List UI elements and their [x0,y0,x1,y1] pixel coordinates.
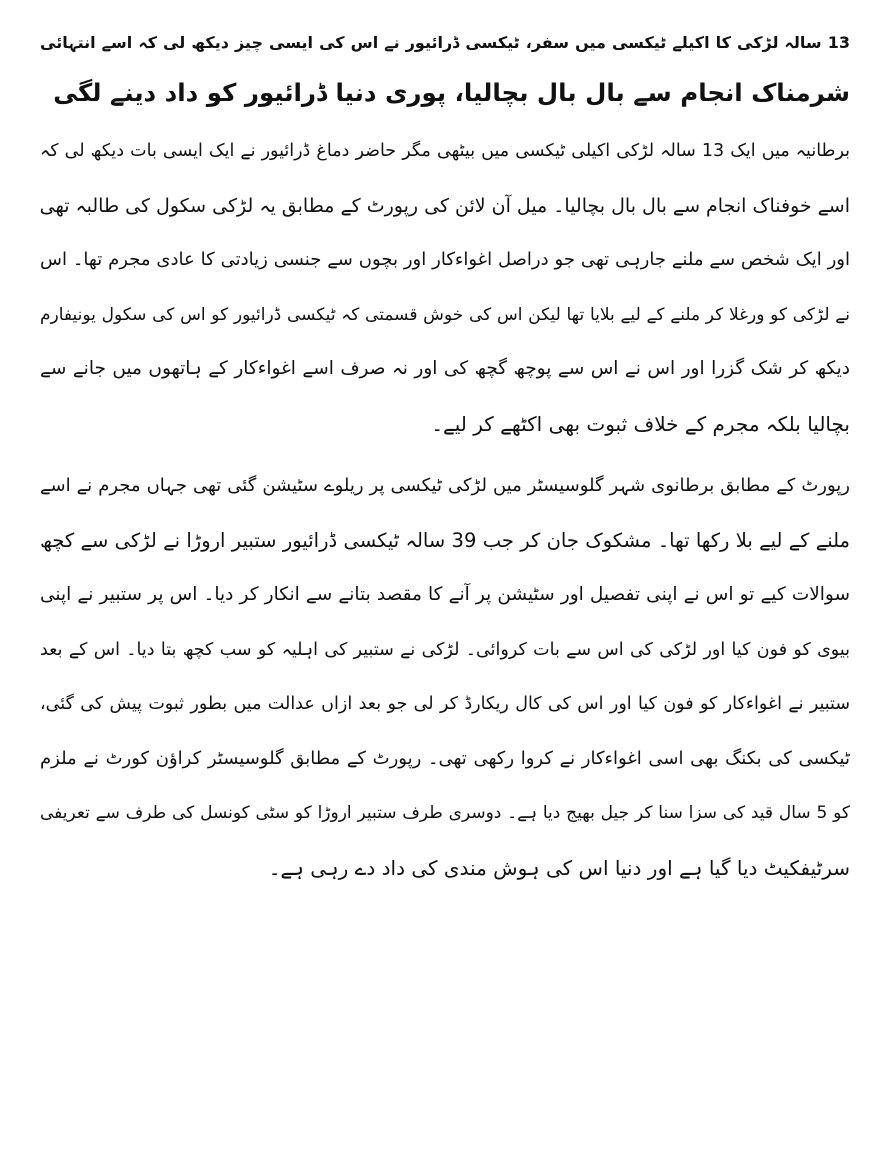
paragraph-line: ٹیکسی کی بکنگ بھی اسی اغواءکار نے کروا رکھی تھی۔ رپورٹ کے مطابق گلوسیسٹر کراﺅن کورٹ نے ملزم [40,747,850,769]
paragraph-line: رپورٹ کے مطابق برطانوی شہر گلوسیسٹر میں لڑکی ٹیکسی پر ریلوے سٹیشن گئی تھی جہاں مجرم نے اسے [40,475,850,496]
paragraph-line: ملنے کے لیے بلا رکھا تھا۔ مشکوک جان کر جب 39 سالہ ٹیکسی ڈرائیور ستبیر اروڑا نے لڑکی سے کچھ [40,528,850,552]
paragraph-line: بچالیا بلکہ مجرم کے خلاف ثبوت بھی اکٹھے کر لیے۔ [431,411,850,436]
paragraph-line: برطانیہ میں ایک 13 سالہ لڑکی اکیلی ٹیکسی میں بیٹھی مگر حاضر دماغ ڈرائیور نے ایک ایسی بات دیکھ لی کہ [40,141,850,161]
paragraph-line: نے لڑکی کو ورغلا کر ملنے کے لیے بلایا تھا لیکن اس کی خوش قسمتی کہ ٹیکسی ڈرائیور کو اس کی سکول یونیفارم [40,304,850,325]
paragraph-line: کو 5 سال قید کی سزا سنا کر جیل بھیج دیا ہے۔ دوسری طرف ستبیر اروڑا کو سٹی کونسل کی طرف سے تعریفی [40,803,850,823]
article-paragraph-2 [40,459,850,895]
article-headline [40,18,850,118]
paragraph-line: ستبیر نے اغواءکار کو فون کیا اور اس کی کال ریکارڈ کر لی جو بعد ازاں عدالت میں بطور ثبوت پیش کی گئی، [40,694,850,714]
headline-line: شرمناک انجام سے بال بال بچالیا، پوری دنیا ڈرائیور کو داد دینے لگی [53,78,850,107]
headline-line: 13 سالہ لڑکی کا اکیلے ٹیکسی میں سفر، ٹیکسی ڈرائیور نے اس کی ایسی چیز دیکھ لی کہ اسے انتہائی [40,33,850,52]
paragraph-line: اسے خوفناک انجام سے بال بال بچالیا۔ میل آن لائن کی رپورٹ کے مطابق یہ لڑکی سکول کی طالبہ تھی [40,194,850,217]
paragraph-line: سرٹیفکیٹ دیا گیا ہے اور دنیا اس کی ہوش مندی کی داد دے رہی ہے۔ [268,855,850,880]
paragraph-line: دیکھ کر شک گزرا اور اس نے اس سے پوچھ گچھ کی اور نہ صرف اسے اغواءکار کے ہاتھوں میں جانے سے [40,358,850,379]
paragraph-line: اور ایک شخص سے ملنے جارہی تھی جو دراصل اغواءکار اور بچوں سے جنسی زیادتی کا عادی مجرم تھا۔ اس [40,249,850,270]
article-paragraph-1 [40,124,850,451]
paragraph-line: بیوی کو فون کیا اور لڑکی کی اس سے بات کروائی۔ لڑکی نے ستبیر کی اہلیہ کو سب کچھ بتا دیا۔ اس کے بعد [40,639,850,660]
paragraph-line: سوالات کیے تو اس نے اپنی تفصیل اور سٹیشن پر آنے کا مقصد بتانے سے انکار کر دیا۔ اس پر ستبیر نے اپنی [40,584,850,605]
